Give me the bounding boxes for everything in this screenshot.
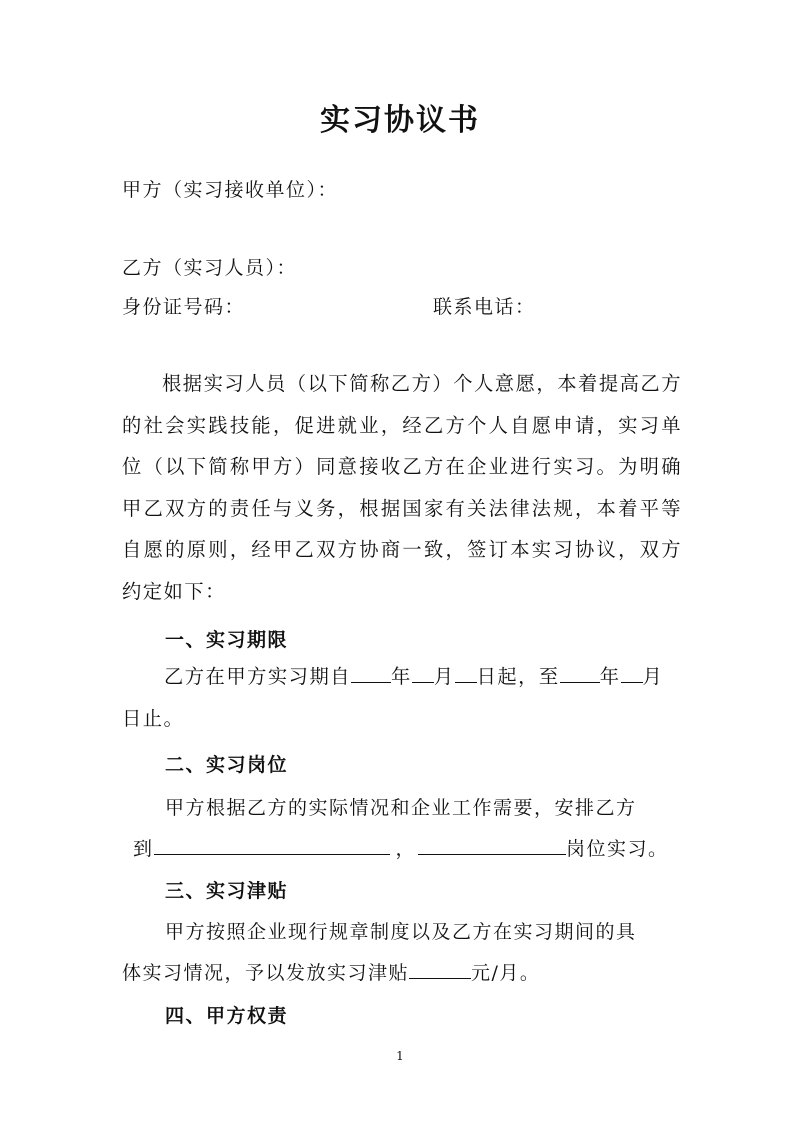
position-text-part: ， bbox=[395, 838, 417, 860]
start-year-blank[interactable] bbox=[351, 664, 391, 683]
section-heading-term: 一、实习期限 bbox=[165, 629, 289, 651]
position-blank[interactable] bbox=[418, 836, 566, 855]
term-text-part: 月 bbox=[642, 665, 664, 688]
intro-paragraph: 根据实习人员（以下简称乙方）个人意愿，本着提高乙方的社会实践技能，促进就业，经乙方个人自愿申请，实习单位（以下简称甲方）同意接收乙方在企业进行实习。为明确甲乙双方的责任与义务，根据国家有关法律法规，本着平等自愿的原则，经甲乙双方协商一致，签订本实习协议，双方约定如下： bbox=[122, 372, 682, 603]
party-a-label: 甲方（实习接收单位）： bbox=[122, 179, 339, 201]
document-title: 实习协议书 bbox=[320, 103, 480, 138]
start-month-blank[interactable] bbox=[412, 664, 434, 683]
party-b-label: 乙方（实习人员）： bbox=[122, 257, 298, 279]
section-heading-allowance: 三、实习津贴 bbox=[165, 880, 289, 902]
start-day-blank[interactable] bbox=[455, 664, 477, 683]
allowance-text-part: 体实习情况，予以发放实习津贴 bbox=[122, 962, 410, 984]
term-text-part: 年 bbox=[599, 665, 621, 688]
department-blank[interactable] bbox=[154, 836, 390, 855]
end-month-blank[interactable] bbox=[621, 664, 643, 683]
end-year-blank[interactable] bbox=[560, 664, 600, 683]
position-text-part: 岗位实习。 bbox=[566, 838, 669, 860]
id-number-label: 身份证号码： bbox=[122, 296, 246, 318]
section-heading-party-a-rights: 四、甲方权责 bbox=[165, 1005, 289, 1027]
section-heading-position: 二、实习岗位 bbox=[165, 754, 289, 776]
position-text-line2 bbox=[133, 834, 669, 861]
phone-label: 联系电话： bbox=[433, 296, 536, 318]
section-term-text bbox=[122, 656, 682, 739]
page-number: 1 bbox=[396, 1049, 404, 1063]
term-text-part: 日起，至 bbox=[476, 665, 560, 688]
term-text-part: 年 bbox=[391, 665, 412, 688]
allowance-text-part: 元/月。 bbox=[471, 962, 541, 984]
term-text-part: 乙方在甲方实习期自 bbox=[164, 665, 352, 688]
term-text-part: 日止。 bbox=[122, 706, 185, 730]
position-text-part: 到 bbox=[133, 838, 154, 860]
position-text-line1: 甲方根据乙方的实际情况和企业工作需要，安排乙方 bbox=[165, 797, 637, 819]
allowance-text-line2 bbox=[122, 958, 540, 985]
term-text-part: 月 bbox=[433, 665, 455, 688]
allowance-amount-blank[interactable] bbox=[409, 960, 471, 979]
allowance-text-line1: 甲方按照企业现行规章制度以及乙方在实习期间的具 bbox=[165, 921, 637, 943]
